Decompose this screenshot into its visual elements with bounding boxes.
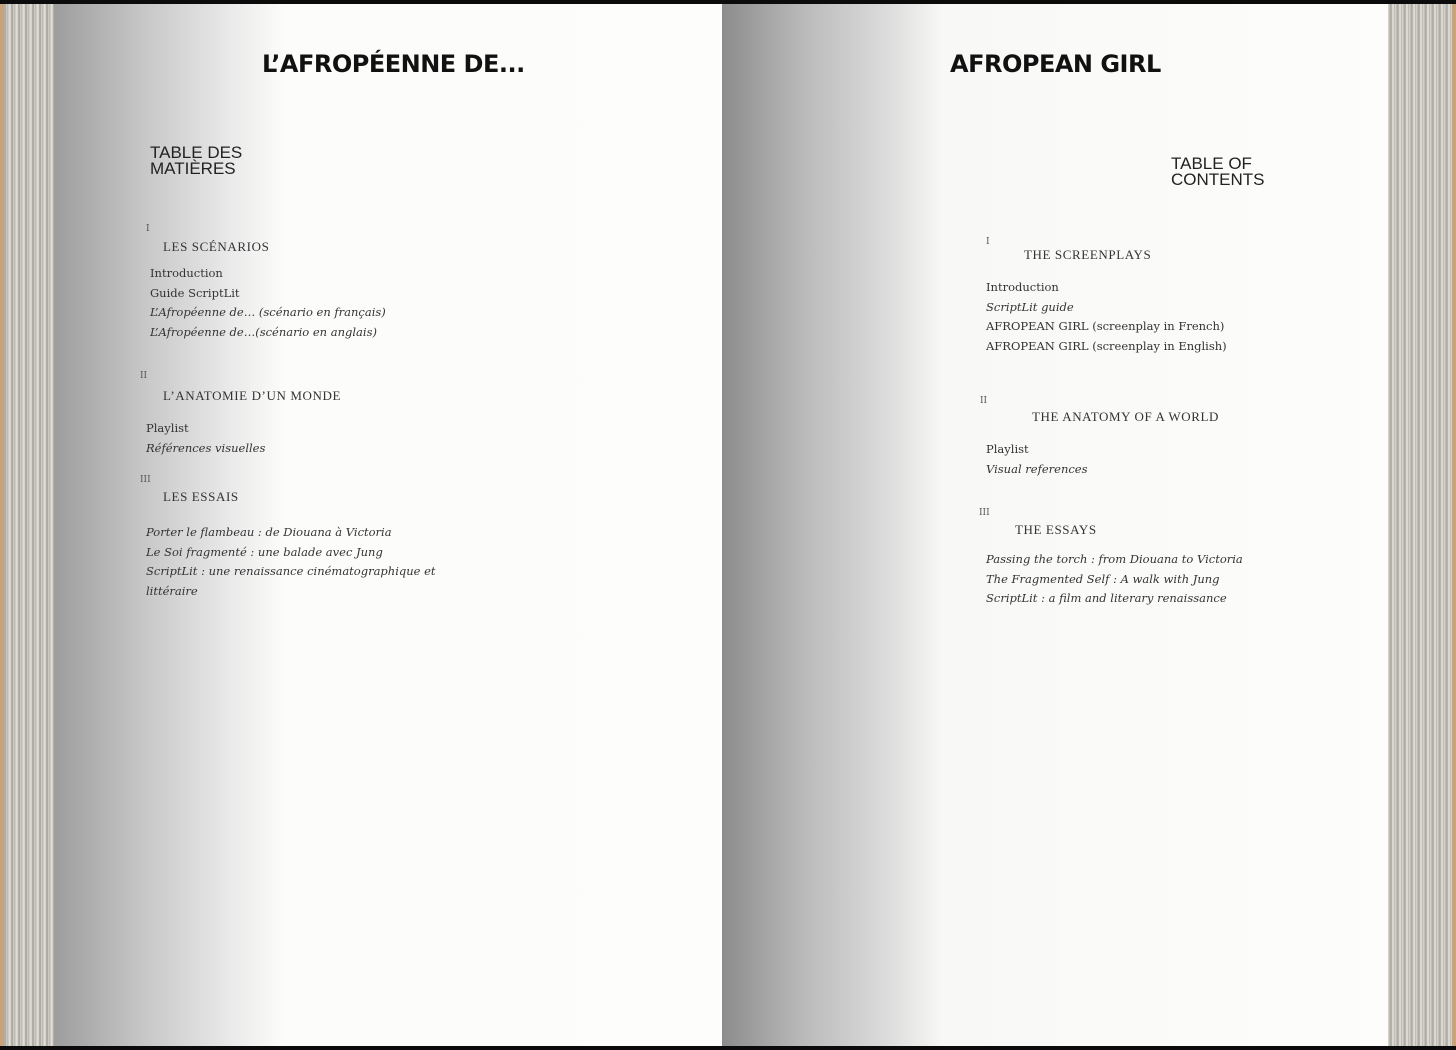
toc-entry[interactable]: ScriptLit : une renaissance cinématographique et — [146, 564, 436, 578]
right-page-edges — [1388, 4, 1456, 1046]
toc-entry[interactable]: Introduction — [150, 266, 223, 280]
section-title: L’ANATOMIE D’UN MONDE — [163, 388, 341, 403]
toc-entry[interactable]: AFROPEAN GIRL (screenplay in French) — [986, 319, 1225, 333]
toc-entry[interactable]: Le Soi fragmenté : une balade avec Jung — [146, 544, 383, 559]
section-entries — [986, 550, 1243, 609]
section-entries — [986, 440, 1088, 479]
section-numeral: II — [980, 396, 988, 406]
toc-entry[interactable]: Références visuelles — [146, 440, 266, 455]
toc-heading-english — [1171, 156, 1265, 188]
toc-heading-line-2: MATIÈRES — [150, 159, 236, 178]
toc-entry[interactable]: Playlist — [986, 442, 1029, 456]
left-page-edges — [0, 4, 54, 1046]
toc-entry[interactable]: Playlist — [146, 421, 189, 435]
section-numeral: III — [140, 475, 151, 485]
left-page — [54, 4, 722, 1046]
toc-entry[interactable]: Passing the torch : from Diouana to Victoria — [986, 552, 1243, 566]
toc-entry[interactable]: ScriptLit guide — [986, 299, 1074, 314]
toc-entry[interactable]: Visual references — [986, 461, 1088, 476]
page-title-english: AFROPEAN GIRL — [950, 50, 1161, 78]
section-title: THE ESSAYS — [1015, 522, 1097, 537]
toc-entry[interactable]: AFROPEAN GIRL (screenplay in English) — [986, 338, 1227, 353]
toc-heading-french — [150, 145, 242, 177]
toc-entry[interactable]: The Fragmented Self : A walk with Jung — [986, 571, 1220, 586]
section-title: THE ANATOMY OF A WORLD — [1032, 409, 1220, 424]
section-entries — [986, 278, 1227, 356]
toc-entry[interactable]: Porter le flambeau : de Diouana à Victoria — [146, 525, 392, 539]
toc-heading-line-1: TABLE DES — [150, 143, 243, 162]
section-title: LES SCÉNARIOS — [163, 239, 270, 254]
toc-heading-line-1: TABLE OF — [1171, 154, 1252, 173]
section-entries — [146, 419, 265, 458]
section-numeral: II — [140, 371, 148, 381]
toc-entry[interactable]: ScriptLit : a film and literary renaissance — [986, 591, 1227, 605]
toc-entry[interactable]: L’Afropéenne de…(scénario en anglais) — [150, 324, 377, 339]
toc-entry[interactable]: Introduction — [986, 280, 1059, 294]
section-entries — [146, 523, 436, 601]
section-numeral: I — [986, 237, 990, 247]
section-numeral: III — [979, 508, 990, 518]
toc-entry[interactable]: littéraire — [146, 583, 198, 598]
right-page — [722, 4, 1388, 1046]
open-book — [0, 4, 1456, 1046]
toc-heading-line-2: CONTENTS — [1171, 170, 1265, 189]
section-entries — [150, 264, 386, 342]
toc-entry[interactable]: L’Afropéenne de… (scénario en français) — [150, 305, 386, 319]
toc-entry[interactable]: Guide ScriptLit — [150, 285, 240, 300]
section-numeral: I — [146, 224, 150, 234]
section-title: THE SCREENPLAYS — [1024, 247, 1152, 262]
section-title: LES ESSAIS — [163, 489, 239, 504]
page-title-french: L’AFROPÉENNE DE... — [262, 50, 525, 78]
